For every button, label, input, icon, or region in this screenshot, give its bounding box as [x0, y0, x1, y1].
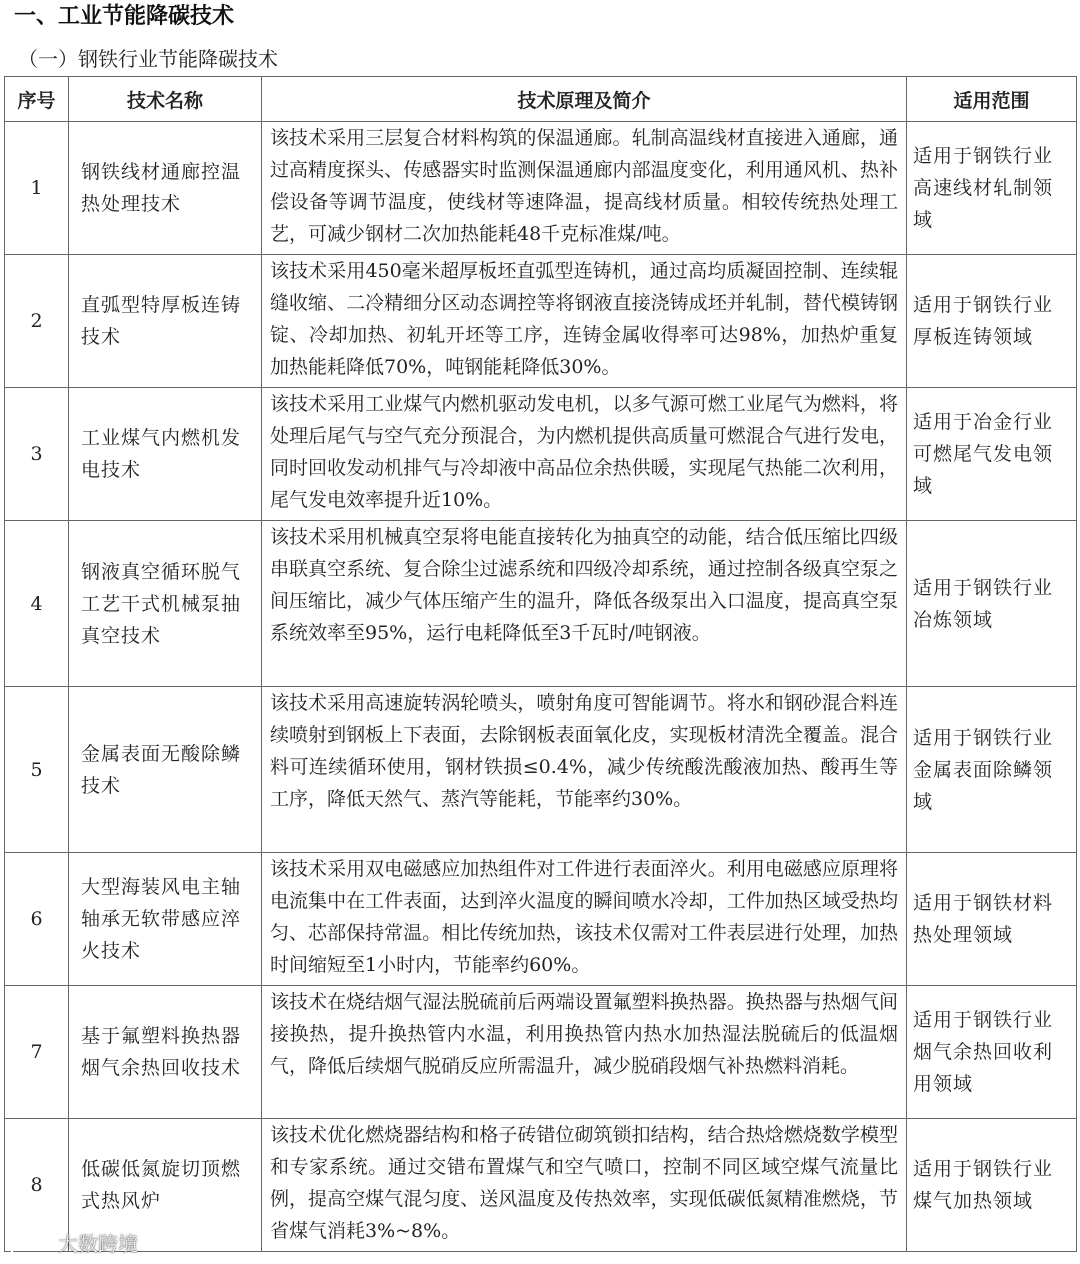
- technology-name: 钢铁线材通廊控温热处理技术: [69, 122, 262, 255]
- table-row: [5, 1119, 1077, 1252]
- table-row: [5, 853, 1077, 986]
- row-index: 2: [5, 255, 69, 388]
- table-row: [5, 521, 1077, 687]
- technology-principle: 该技术优化燃烧器结构和格子砖错位砌筑锁扣结构，结合热焓燃烧数学模型和专家系统。通过交错布置煤气和空气喷口，控制不同区域空煤气流量比例，提高空煤气混匀度、送风温度及传热效率，实现低碳低氮精准燃烧，节省煤气消耗3%~8%。: [262, 1119, 907, 1252]
- row-index: 5: [5, 687, 69, 853]
- table-row: [5, 986, 1077, 1119]
- row-index: 3: [5, 388, 69, 521]
- brand-logo-icon: [8, 1229, 52, 1255]
- table-row: [5, 122, 1077, 255]
- application-scope: 适用于钢铁行业高速线材轧制领域: [907, 122, 1077, 255]
- technology-name: 工业煤气内燃机发电技术: [69, 388, 262, 521]
- row-index: 6: [5, 853, 69, 986]
- application-scope: 适用于钢铁行业金属表面除鳞领域: [907, 687, 1077, 853]
- technology-name: 金属表面无酸除鳞技术: [69, 687, 262, 853]
- watermark-text: 大数跨境: [58, 1231, 138, 1256]
- technology-principle: 该技术采用双电磁感应加热组件对工件进行表面淬火。利用电磁感应原理将电流集中在工件表面，达到淬火温度的瞬间喷水冷却，工件加热区域受热均匀、芯部保持常温。相比传统加热，该技术仅需对工件表层进行处理，加热时间缩短至1小时内，节能率约60%。: [262, 853, 907, 986]
- application-scope: 适用于钢铁行业煤气加热领域: [907, 1119, 1077, 1252]
- table-row: [5, 687, 1077, 853]
- section-title: 一、工业节能降碳技术: [14, 4, 235, 29]
- row-index: 4: [5, 521, 69, 687]
- header-scope: 适用范围: [907, 77, 1077, 122]
- application-scope: 适用于钢铁材料热处理领域: [907, 853, 1077, 986]
- technology-principle: 该技术在烧结烟气湿法脱硫前后两端设置氟塑料换热器。换热器与热烟气间接换热，提升换热管内水温，利用换热管内热水加热湿法脱硫后的低温烟气，降低后续烟气脱硝反应所需温升，减少脱硝段烟气补热燃料消耗。: [262, 986, 907, 1119]
- header-index: 序号: [5, 77, 69, 122]
- technology-principle: 该技术采用450毫米超厚板坯直弧型连铸机，通过高均质凝固控制、连续辊缝收缩、二冷精细分区动态调控等将钢液直接浇铸成坯并轧制，替代模铸钢锭、冷却加热、初轧开坯等工序，连铸金属收得率可达98%，加热炉重复加热能耗降低70%，吨钢能耗降低30%。: [262, 255, 907, 388]
- row-index: 1: [5, 122, 69, 255]
- technology-principle: 该技术采用机械真空泵将电能直接转化为抽真空的动能，结合低压缩比四级串联真空系统、复合除尘过滤系统和四级冷却系统，通过控制各级真空泵之间压缩比，减少气体压缩产生的温升，降低各级泵出入口温度，提高真空泵系统效率至95%，运行电耗降低至3千瓦时/吨钢液。: [262, 521, 907, 687]
- table-row: [5, 255, 1077, 388]
- technology-name: 钢液真空循环脱气工艺干式机械泵抽真空技术: [69, 521, 262, 687]
- technology-name: 大型海装风电主轴轴承无软带感应淬火技术: [69, 853, 262, 986]
- technology-principle: 该技术采用高速旋转涡轮喷头，喷射角度可智能调节。将水和钢砂混合料连续喷射到钢板上下表面，去除钢板表面氧化皮，实现板材清洗全覆盖。混合料可连续循环使用，钢材铁损≤0.4%，减少传统酸洗酸液加热、酸再生等工序，降低天然气、蒸汽等能耗，节能率约30%。: [262, 687, 907, 853]
- application-scope: 适用于钢铁行业厚板连铸领域: [907, 255, 1077, 388]
- technology-principle: 该技术采用三层复合材料构筑的保温通廊。轧制高温线材直接进入通廊，通过高精度探头、传感器实时监测保温通廊内部温度变化，利用通风机、热补偿设备等调节温度，使线材等速降温，提高线材质量。相较传统热处理工艺，可减少钢材二次加热能耗48千克标准煤/吨。: [262, 122, 907, 255]
- technology-principle: 该技术采用工业煤气内燃机驱动发电机，以多气源可燃工业尾气为燃料，将处理后尾气与空气充分预混合，为内燃机提供高质量可燃混合气进行发电，同时回收发动机排气与冷却液中高品位余热供暖，实现尾气热能二次利用，尾气发电效率提升近10%。: [262, 388, 907, 521]
- table-row: [5, 388, 1077, 521]
- technology-name: 基于氟塑料换热器烟气余热回收技术: [69, 986, 262, 1119]
- technology-name: 低碳低氮旋切顶燃式热风炉: [69, 1119, 262, 1252]
- subsection-title: （一）钢铁行业节能降碳技术: [18, 47, 278, 71]
- application-scope: 适用于钢铁行业冶炼领域: [907, 521, 1077, 687]
- row-index: 7: [5, 986, 69, 1119]
- technology-table: [4, 76, 1077, 1252]
- application-scope: 适用于钢铁行业烟气余热回收利用领域: [907, 986, 1077, 1119]
- row-index: 8: [5, 1119, 69, 1252]
- watermark: [8, 1224, 138, 1260]
- technology-name: 直弧型特厚板连铸技术: [69, 255, 262, 388]
- header-principle: 技术原理及简介: [262, 77, 907, 122]
- header-name: 技术名称: [69, 77, 262, 122]
- application-scope: 适用于冶金行业可燃尾气发电领域: [907, 388, 1077, 521]
- table-header-row: [5, 77, 1077, 122]
